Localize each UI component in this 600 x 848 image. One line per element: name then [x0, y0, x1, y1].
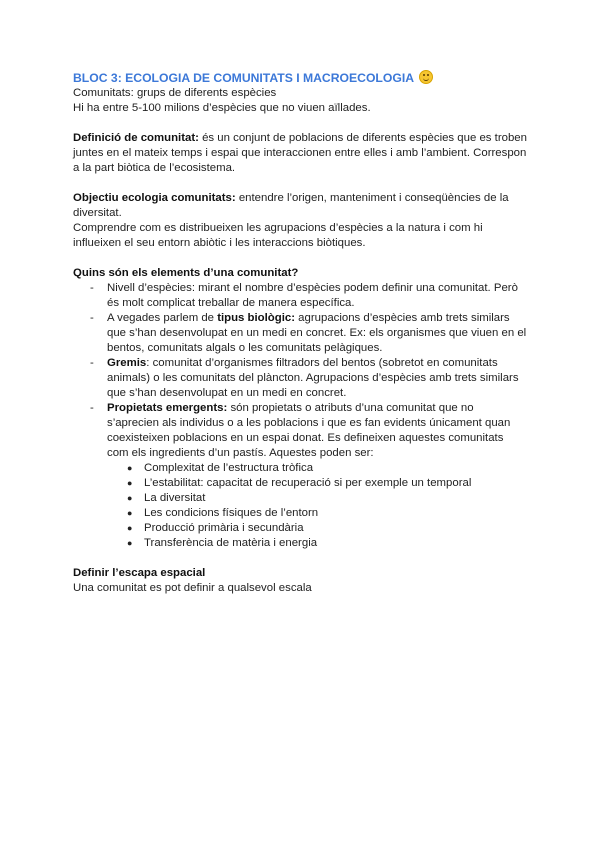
- list-item: - Propietats emergents: són propietats o atributs d’una comunitat que no s’aprecien als individus o a les poblacions i que es fan evidents únicament quan coexisteixen poblacions en un espai donat. Es defineixen aquestes comunitats com els ingredients d’un pastís. Aquestes poden ser: ● Complexitat de l’estructura tròfica ● L’estabilitat: capacitat de recuperació si per exemple un temporal ● La diversitat ● Les condicions físiques de l’entorn ● Producció primària i secundària ● Transferència de matèria i energia: [73, 401, 528, 551]
- intro-line-2: Hi ha entre 5-100 milions d’espècies que no viuen aïllades.: [73, 102, 371, 114]
- sub-list-item: ● Les condicions físiques de l’entorn: [107, 506, 528, 521]
- scale-text: Una comunitat es pot definir a qualsevol escala: [73, 582, 312, 594]
- definition-label: Definició de comunitat:: [73, 132, 199, 144]
- page-title: BLOC 3: ECOLOGIA DE COMUNITATS I MACROECOLOGIA: [73, 70, 528, 86]
- objective-paragraph: [73, 191, 528, 221]
- sub-list-item: ● Producció primària i secundària: [107, 521, 528, 536]
- sub-list-item: ● La diversitat: [107, 491, 528, 506]
- list-item: - A vegades parlem de tipus biològic: agrupacions d’espècies amb trets similars que s’han desenvolupat en un medi en concret. Ex: els organismes que viuen en el bentos, comunitats algals o les comunitats pelàgiques.: [73, 311, 528, 356]
- objective-label: Objectiu ecologia comunitats:: [73, 192, 236, 204]
- intro-line-1: Comunitats: grups de diferents espècies: [73, 87, 277, 99]
- list-item: - Nivell d’espècies: mirant el nombre d’espècies podem definir una comunitat. Però és molt complicat treballar de manera específica.: [73, 281, 528, 311]
- scale-heading: Definir l’escapa espacial: [73, 567, 206, 579]
- document-content: [73, 70, 528, 596]
- smiling-face-icon: [419, 70, 433, 84]
- sub-list-item: ● Transferència de matèria i energia: [107, 536, 528, 551]
- sub-list-item: ● L’estabilitat: capacitat de recuperació si per exemple un temporal: [107, 476, 528, 491]
- emergent-properties-list: [107, 461, 528, 551]
- elements-list: [73, 281, 528, 551]
- list-item: - Gremis: comunitat d’organismes filtradors del bentos (sobretot en comunitats animals) o les comunitats del plàncton. Agrupacions d’espècies amb trets similars que s’han desenvolupat en un medi en concret.: [73, 356, 528, 401]
- objective-extra: Comprendre com es distribueixen les agrupacions d’espècies a la natura i com hi influeixen el seu entorn abiòtic i les interaccions biòtiques.: [73, 222, 483, 249]
- sub-list-item: ● Complexitat de l’estructura tròfica: [107, 461, 528, 476]
- objective-text: entendre l’origen, manteniment i conseqüències de la diversitat.: [73, 192, 509, 219]
- definition-paragraph: [73, 131, 528, 176]
- elements-heading: Quins són els elements d’una comunitat?: [73, 267, 299, 279]
- definition-text: és un conjunt de poblacions de diferents espècies que es troben juntes en el mateix temps i espai que interaccionen entre elles i amb l’ambient. Correspon a la part biòtica de l’ecosistema.: [73, 132, 527, 174]
